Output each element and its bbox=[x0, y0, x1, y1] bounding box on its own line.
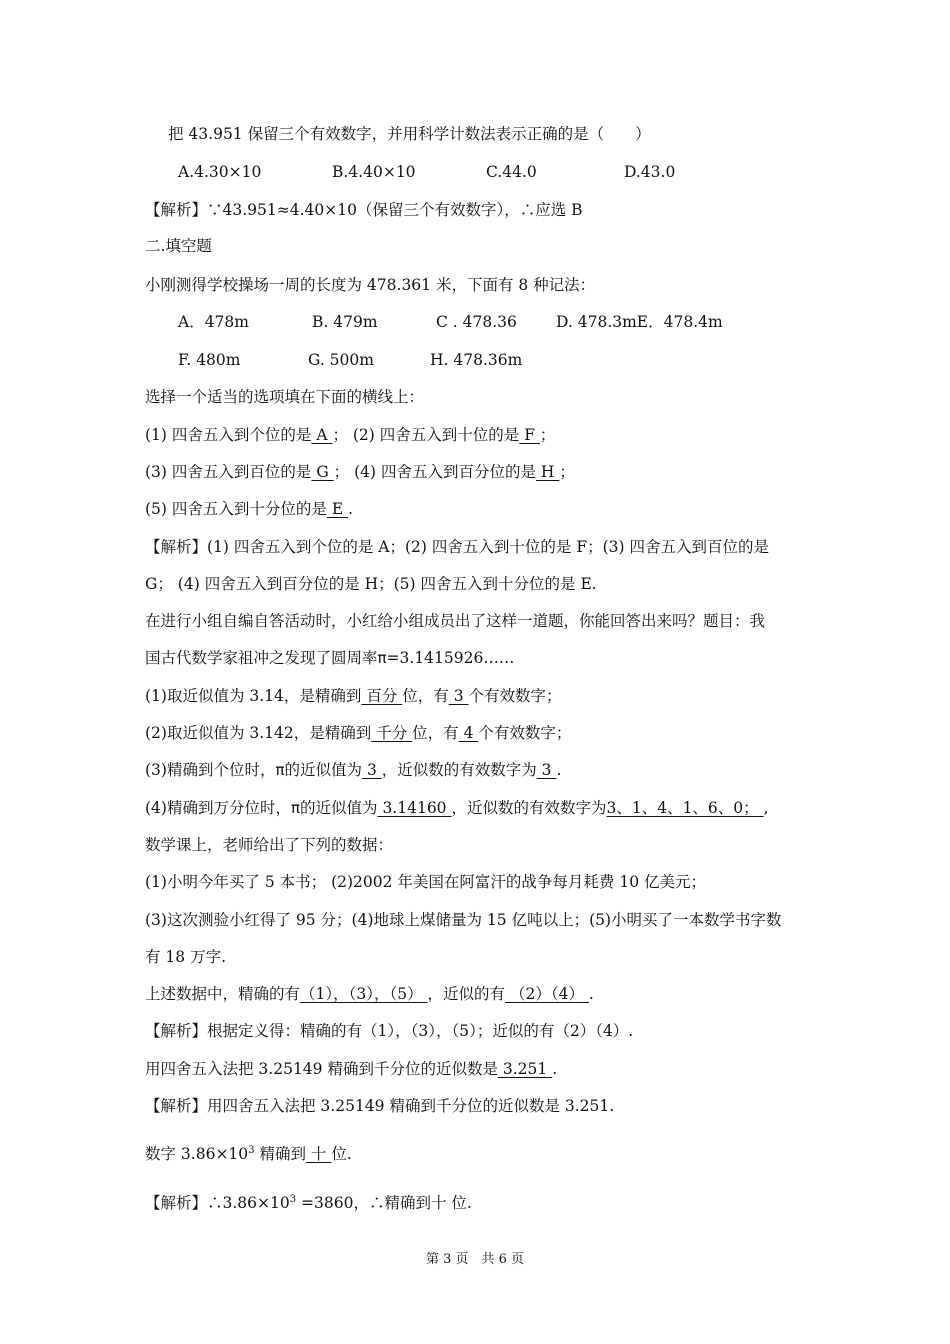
q2-option: A．478m bbox=[178, 313, 249, 331]
text: 个有效数字； bbox=[478, 724, 572, 742]
q2-stem: 小刚测得学校操场一周的长度为 478.361 米，下面有 8 种记法： bbox=[145, 276, 596, 294]
text: 用四舍五入法把 3.25149 精确到千分位的近似数是 bbox=[145, 1060, 498, 1078]
q3-stem-line-2 bbox=[145, 648, 514, 668]
q4-question bbox=[145, 984, 594, 1004]
text: 精确到 bbox=[254, 1145, 306, 1164]
q2-prompt: 选择一个适当的选项填在下面的横线上： bbox=[145, 388, 425, 406]
text: ； (4) 四舍五入到百分位的是 bbox=[333, 463, 536, 481]
text: 的近似值为 bbox=[300, 799, 378, 817]
answer-blank: 3.14160 bbox=[377, 799, 452, 817]
text: ； (2) 四舍五入到十位的是 bbox=[332, 426, 520, 444]
q3-stem-line-1: 在进行小组自编自答活动时，小红给小组成员出了这样一道题，你能回答出来吗？题目：我 bbox=[145, 612, 766, 630]
q3-part-2 bbox=[145, 723, 571, 743]
q2-blank-line-2 bbox=[145, 462, 575, 482]
text: 上述数据中，精确的有 bbox=[145, 985, 301, 1003]
text: 【解析】∴3.86×10 bbox=[145, 1194, 290, 1213]
page-footer: 第 3 页 共 6 页 bbox=[425, 1252, 525, 1267]
text: 位. bbox=[331, 1145, 352, 1164]
text: ，近似数的有效数字为 bbox=[381, 761, 537, 779]
text: =3.1415926…… bbox=[386, 649, 515, 667]
text: , bbox=[763, 799, 769, 817]
text: ，近似的有 bbox=[427, 985, 506, 1003]
answer-blank: 3 bbox=[536, 761, 557, 779]
text: . bbox=[556, 761, 562, 779]
text: . bbox=[588, 985, 594, 1003]
answer-blank: （1），（3），（5） bbox=[300, 985, 428, 1003]
answer-blank: 4 bbox=[458, 724, 479, 742]
q4-intro: 数学课上，老师给出了下列的数据： bbox=[145, 836, 394, 854]
q6-stem bbox=[145, 1141, 352, 1164]
pi-symbol: π bbox=[290, 799, 300, 817]
text: ，近似数的有效数字为 bbox=[451, 799, 607, 817]
answer-blank: 十 bbox=[305, 1145, 332, 1164]
q2-option: D. 478.3mE．478.4m bbox=[556, 313, 723, 331]
text: 位，有 bbox=[402, 687, 449, 705]
answer-blank: A bbox=[311, 426, 333, 444]
answer-blank: G bbox=[311, 463, 334, 481]
text: 位，有 bbox=[412, 724, 459, 742]
q1-option-a: A.4.30×10 bbox=[178, 163, 262, 181]
text: . bbox=[552, 1060, 558, 1078]
answer-blank: 3.251 bbox=[497, 1060, 553, 1078]
answer-blank: F bbox=[519, 426, 540, 444]
q1-option-d: D.43.0 bbox=[624, 163, 676, 181]
pi-symbol: π bbox=[275, 761, 285, 779]
q4-data-line-3: 有 18 万字. bbox=[145, 948, 227, 966]
q2-option: H. 478.36m bbox=[430, 351, 523, 369]
q4-data-line-1: (1)小明今年买了 5 本书； (2)2002 年美国在阿富汗的战争每月耗费 10 亿美元； bbox=[145, 873, 707, 891]
answer-blank: 百分 bbox=[361, 687, 403, 705]
q1-option-b: B.4.40×10 bbox=[332, 163, 416, 181]
text: ； bbox=[539, 426, 556, 444]
answer-blank: 3 bbox=[362, 761, 382, 779]
pi-symbol: π bbox=[377, 649, 387, 667]
q5-analysis: 【解析】用四舍五入法把 3.25149 精确到千分位的近似数是 3.251. bbox=[145, 1097, 615, 1115]
text: (1) 四舍五入到个位的是 bbox=[145, 426, 312, 444]
exponent: 3 bbox=[248, 1145, 255, 1156]
text: (5) 四舍五入到十分位的是 bbox=[145, 500, 327, 518]
answer-blank: H bbox=[535, 463, 560, 481]
text: . bbox=[348, 500, 353, 518]
answer-blank: 3、1、4、1、6、0； bbox=[606, 799, 764, 817]
answer-blank: E bbox=[326, 500, 349, 518]
q2-blank-line-1 bbox=[145, 425, 555, 445]
text: 的近似值为 bbox=[284, 761, 363, 779]
text: (3)精确到个位时， bbox=[145, 761, 276, 779]
q6-analysis bbox=[145, 1190, 472, 1213]
exponent: 3 bbox=[289, 1194, 297, 1205]
q1-option-c: C.44.0 bbox=[486, 163, 537, 181]
answer-blank: 3 bbox=[448, 687, 469, 705]
q2-blank-line-3 bbox=[145, 499, 353, 519]
text: 国古代数学家祖冲之发现了圆周率 bbox=[145, 649, 378, 667]
q4-analysis: 【解析】根据定义得：精确的有（1），（3），（5）；近似的有（2）（4）. bbox=[145, 1022, 634, 1040]
q4-data-line-2: (3)这次测验小红得了 95 分；(4)地球上煤储量为 15 亿吨以上；(5)小明买了一本数学书字数 bbox=[145, 911, 782, 929]
q2-option: B. 479m bbox=[312, 313, 378, 331]
q2-option: C . 478.36 bbox=[436, 313, 517, 331]
q2-analysis-line-2: G； (4) 四舍五入到百分位的是 H；(5) 四舍五入到十分位的是 E. bbox=[145, 575, 597, 593]
text: (2)取近似值为 3.142，是精确到 bbox=[145, 724, 372, 742]
q5-stem bbox=[145, 1059, 557, 1079]
text: 个有效数字； bbox=[468, 687, 562, 705]
q3-part-4 bbox=[145, 798, 769, 818]
q1-stem: 把 43.951 保留三个有效数字，并用科学计数法表示正确的是（ ） bbox=[168, 125, 651, 143]
text: ； bbox=[559, 463, 575, 481]
q3-part-3 bbox=[145, 760, 561, 780]
answer-blank: 千分 bbox=[371, 724, 413, 742]
q2-option: G. 500m bbox=[308, 351, 374, 369]
text: =3860，∴精确到十 位. bbox=[296, 1194, 472, 1213]
text: 数字 3.86×10 bbox=[145, 1145, 249, 1164]
q3-part-1 bbox=[145, 686, 562, 706]
text: (1)取近似值为 3.14，是精确到 bbox=[145, 687, 362, 705]
q1-analysis: 【解析】∵43.951≈4.40×10（保留三个有效数字），∴应选 B bbox=[145, 201, 583, 219]
q2-option: F. 480m bbox=[178, 351, 241, 369]
text: (4)精确到万分位时， bbox=[145, 799, 291, 817]
text: (3) 四舍五入到百位的是 bbox=[145, 463, 312, 481]
q2-analysis-line-1: 【解析】(1) 四舍五入到个位的是 A；(2) 四舍五入到十位的是 F；(3) 四舍五入到百位的是 bbox=[145, 538, 769, 556]
answer-blank: （2）（4） bbox=[505, 985, 589, 1003]
section-heading: 二.填空题 bbox=[145, 237, 212, 255]
